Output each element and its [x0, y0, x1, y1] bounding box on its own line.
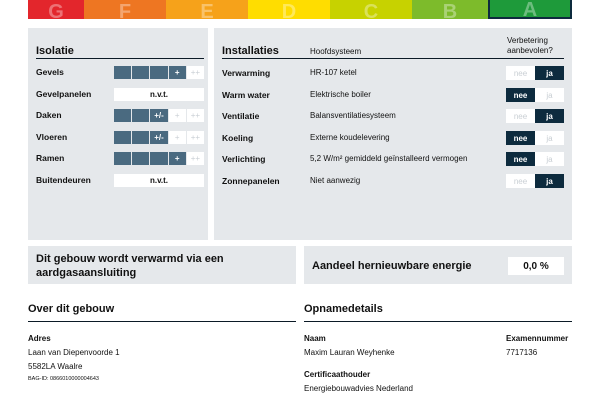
- isolatie-row-label: Buitendeuren: [36, 175, 91, 185]
- advies-nee: nee: [506, 66, 535, 80]
- verbetering-header-line2: aanbevolen?: [507, 46, 553, 55]
- renewable-value: 0,0 %: [508, 257, 564, 275]
- advies-nee: nee: [506, 109, 535, 123]
- isolatie-scale: [114, 109, 204, 122]
- isolatie-row-ramen: [36, 152, 204, 165]
- exam-value: 7717136: [506, 348, 538, 357]
- advies-ja: ja: [535, 88, 564, 102]
- bag-id: BAG-ID: 0866010000004643: [28, 376, 99, 382]
- energy-class-c: C: [330, 0, 412, 19]
- isolatie-scale-cell: +: [169, 109, 187, 122]
- advies-toggle: [506, 131, 564, 145]
- isolatie-row-gevelpanelen: [36, 88, 204, 101]
- building-title: Over dit gebouw: [28, 303, 115, 315]
- isolatie-scale-cell: +/-: [150, 131, 168, 144]
- energy-class-e: E: [166, 0, 248, 19]
- isolatie-scale-cell: [132, 109, 150, 122]
- installatie-value: HR-107 ketel: [310, 68, 357, 77]
- installatie-value: Externe koudelevering: [310, 133, 390, 142]
- isolatie-scale-cell: ++: [187, 131, 204, 144]
- isolatie-scale: [114, 131, 204, 144]
- advies-ja: ja: [535, 66, 564, 80]
- isolatie-scale-cell: +/-: [150, 109, 168, 122]
- address-street: Laan van Diepenvoorde 1: [28, 348, 120, 357]
- isolatie-scale-cell: [114, 109, 132, 122]
- isolatie-scale-cell: +: [169, 66, 187, 79]
- installatie-row-warm-water: [222, 88, 564, 102]
- isolatie-scale-cell: [150, 152, 168, 165]
- advies-nee: nee: [506, 88, 535, 102]
- installatie-label: Ventilatie: [222, 111, 260, 121]
- installatie-row-verwarming: [222, 66, 564, 80]
- isolatie-row-label: Gevelpanelen: [36, 89, 92, 99]
- isolatie-scale-cell: [150, 66, 168, 79]
- advies-ja: ja: [535, 174, 564, 188]
- advies-toggle: [506, 66, 564, 80]
- isolatie-row-gevels: [36, 66, 204, 79]
- renewable-label: Aandeel hernieuwbare energie: [312, 260, 472, 272]
- installatie-value: Balansventilatiesysteem: [310, 111, 396, 120]
- isolatie-rule: [36, 58, 204, 59]
- building-rule: [28, 321, 296, 322]
- isolatie-scale-cell: [114, 152, 132, 165]
- isolatie-scale: [114, 152, 204, 165]
- name-value: Maxim Lauran Weyhenke: [304, 348, 395, 357]
- installatie-value: Elektrische boiler: [310, 90, 371, 99]
- energy-class-b: B: [412, 0, 488, 19]
- cert-label: Certificaathouder: [304, 370, 371, 379]
- isolatie-value: n.v.t.: [114, 88, 204, 101]
- isolatie-value: n.v.t.: [114, 174, 204, 187]
- advies-ja: ja: [535, 152, 564, 166]
- isolatie-row-vloeren: [36, 131, 204, 144]
- installatie-label: Warm water: [222, 90, 270, 100]
- installatie-row-ventilatie: [222, 109, 564, 123]
- isolatie-scale-cell: ++: [187, 109, 204, 122]
- installatie-row-zonnepanelen: [222, 174, 564, 188]
- advies-nee: nee: [506, 131, 535, 145]
- isolatie-scale-cell: [132, 131, 150, 144]
- advies-toggle: [506, 174, 564, 188]
- isolatie-row-buitendeuren: [36, 174, 204, 187]
- installaties-title: Installaties: [222, 45, 279, 57]
- isolatie-row-label: Ramen: [36, 153, 65, 163]
- installatie-row-verlichting: [222, 152, 564, 166]
- isolatie-row-label: Daken: [36, 110, 62, 120]
- heating-text: Dit gebouw wordt verwarmd via een aardgasaansluiting: [36, 253, 224, 279]
- isolatie-title: Isolatie: [36, 45, 74, 57]
- exam-label: Examennummer: [506, 334, 569, 343]
- advies-ja: ja: [535, 131, 564, 145]
- cert-value: Energiebouwadvies Nederland: [304, 384, 413, 393]
- verbetering-header: [507, 36, 553, 56]
- installatie-label: Verwarming: [222, 68, 271, 78]
- isolatie-row-daken: [36, 109, 204, 122]
- isolatie-scale-cell: [114, 66, 132, 79]
- verbetering-header-line1: Verbetering: [507, 36, 548, 45]
- advies-nee: nee: [506, 174, 535, 188]
- address-city: 5582LA Waalre: [28, 362, 83, 371]
- installatie-value: Niet aanwezig: [310, 176, 361, 185]
- advies-toggle: [506, 88, 564, 102]
- advies-nee: nee: [506, 152, 535, 166]
- installatie-row-koeling: [222, 131, 564, 145]
- advies-toggle: [506, 109, 564, 123]
- isolatie-scale: [114, 66, 204, 79]
- advies-toggle: [506, 152, 564, 166]
- recording-title: Opnamedetails: [304, 303, 383, 315]
- installatie-label: Zonnepanelen: [222, 176, 280, 186]
- address-label: Adres: [28, 334, 51, 343]
- isolatie-row-label: Vloeren: [36, 132, 68, 142]
- installatie-label: Verlichting: [222, 154, 266, 164]
- isolatie-row-label: Gevels: [36, 67, 64, 77]
- isolatie-scale-cell: [114, 131, 132, 144]
- installaties-rule: [222, 58, 564, 59]
- energy-class-g: G: [28, 0, 84, 19]
- hoofdsysteem-header: Hoofdsysteem: [310, 47, 362, 56]
- isolatie-scale-cell: +: [169, 152, 187, 165]
- advies-ja: ja: [535, 109, 564, 123]
- installatie-label: Koeling: [222, 133, 254, 143]
- isolatie-scale-cell: [132, 152, 150, 165]
- isolatie-scale-cell: ++: [187, 66, 204, 79]
- energy-class-f: F: [84, 0, 166, 19]
- isolatie-scale-cell: +: [169, 131, 187, 144]
- energy-class-d: D: [248, 0, 330, 19]
- recording-rule: [304, 321, 572, 322]
- energy-class-a: A: [488, 0, 572, 19]
- installatie-value: 5,2 W/m² gemiddeld geïnstalleerd vermogen: [310, 154, 468, 163]
- isolatie-scale-cell: [132, 66, 150, 79]
- energy-label-strip: [28, 0, 572, 19]
- isolatie-scale-cell: ++: [187, 152, 204, 165]
- name-label: Naam: [304, 334, 326, 343]
